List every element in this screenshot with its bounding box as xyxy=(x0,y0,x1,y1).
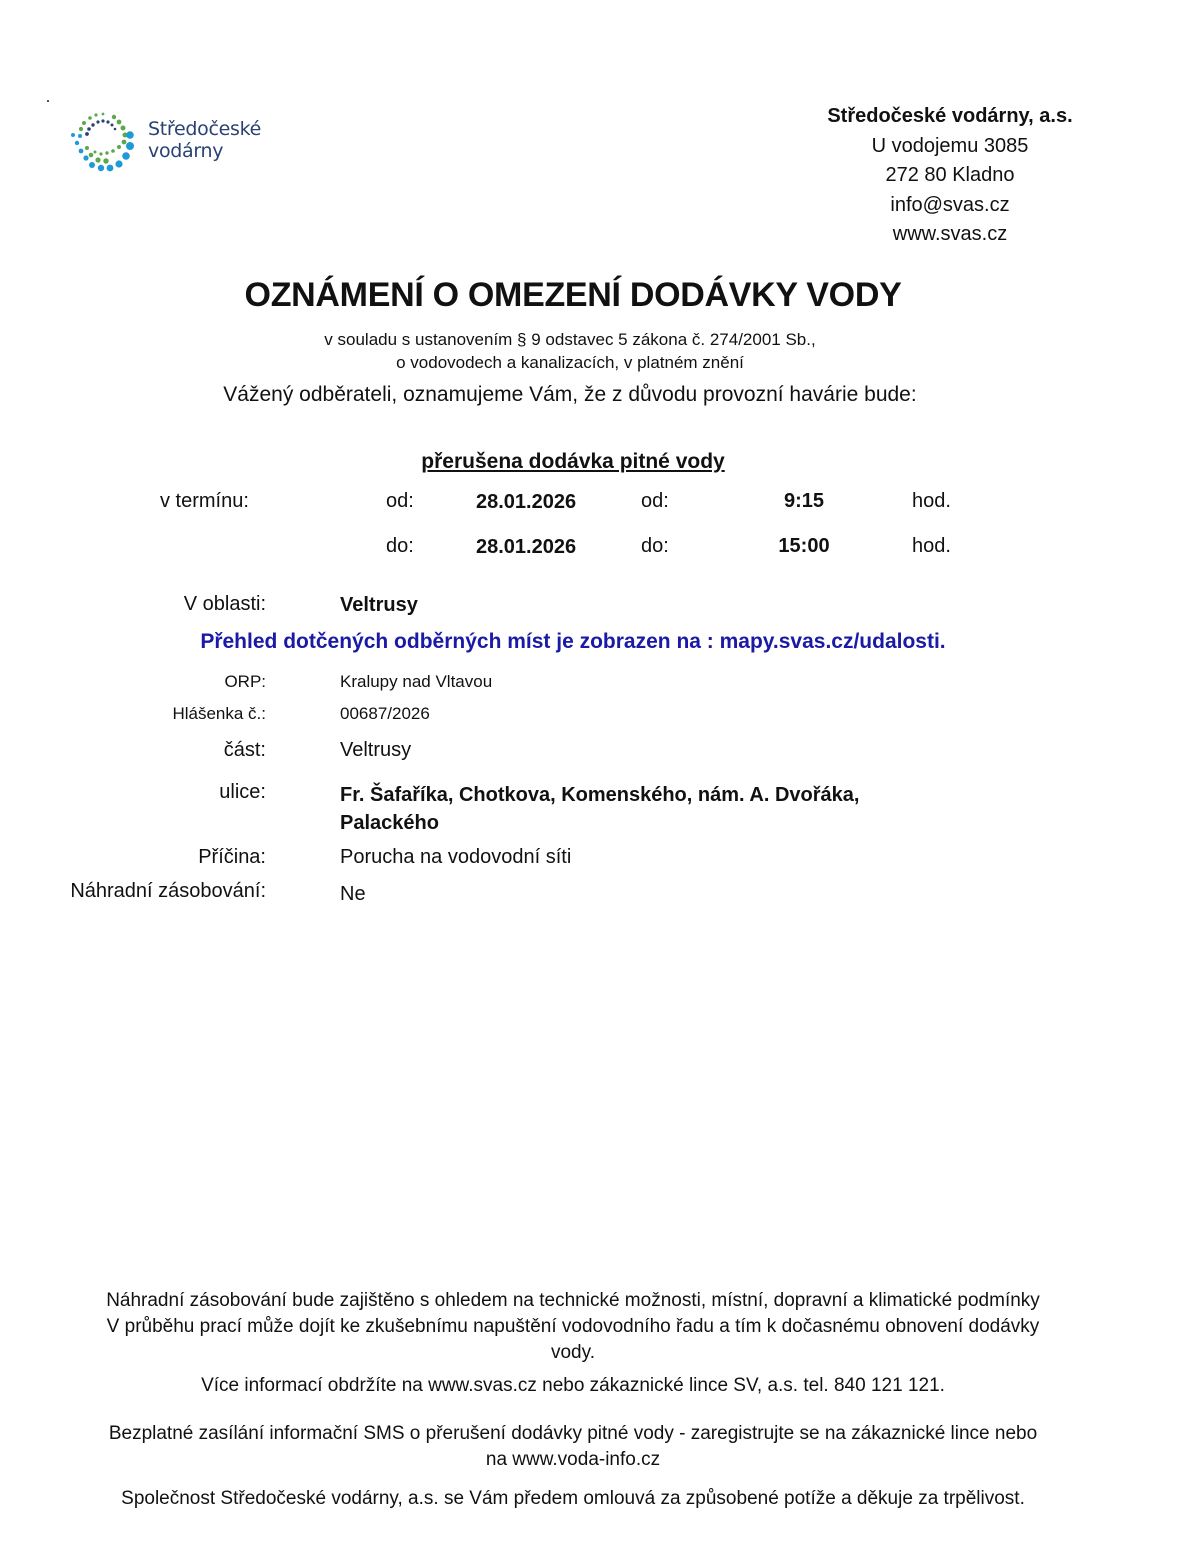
footer-apology: Společnost Středočeské vodárny, a.s. se Vám předem omlouvá za způsobené potíže a děkuje za trpělivost. xyxy=(121,1488,1025,1509)
affected-places-link[interactable]: Přehled dotčených odběrných míst je zobrazen na : mapy.svas.cz/udalosti. xyxy=(200,630,946,653)
legal-line-1: v souladu s ustanovením § 9 odstavec 5 zákona č. 274/2001 Sb., xyxy=(324,330,816,349)
from-date: 28.01.2026 xyxy=(476,491,577,513)
cause-label: Příčina: xyxy=(198,846,266,868)
address-email[interactable]: info@svas.cz xyxy=(890,193,1010,216)
to-time: 15:00 xyxy=(778,535,830,557)
company-logo xyxy=(68,108,278,178)
address-city: 272 80 Kladno xyxy=(885,164,1015,186)
footer-line: Bezplatné zasílání informační SMS o přerušení dodávky pitné vody - zaregistrujte se na zákaznické lince nebo xyxy=(108,1423,1038,1444)
streets-line-2: Palackého xyxy=(340,812,439,834)
term-label: v termínu: xyxy=(160,490,249,512)
part-value: Veltrusy xyxy=(340,739,412,761)
dotted-circle-logo-icon xyxy=(68,108,138,178)
to-time-label: do: xyxy=(641,535,669,557)
logo-wordmark xyxy=(148,118,261,162)
part-label: část: xyxy=(223,739,266,761)
orp-value: Kralupy nad Vltavou xyxy=(340,672,493,691)
address-street: U vodojemu 3085 xyxy=(871,134,1029,157)
from-time-label: od: xyxy=(641,490,669,512)
footer-more-info: Více informací obdržíte na www.svas.cz nebo zákaznické lince SV, a.s. tel. 840 121 121. xyxy=(201,1375,945,1396)
legal-basis xyxy=(0,328,1140,374)
address-web[interactable]: www.svas.cz xyxy=(892,223,1008,245)
interruption-heading: přerušena dodávka pitné vody xyxy=(421,450,725,473)
company-name: Středočeské vodárny, a.s. xyxy=(827,105,1073,127)
to-date: 28.01.2026 xyxy=(476,536,577,558)
streets-label: ulice: xyxy=(219,781,266,803)
to-date-label: do: xyxy=(386,535,414,557)
greeting: Vážený odběrateli, oznamujeme Vám, že z důvodu provozní havárie bude: xyxy=(223,383,917,406)
area-label: V oblasti: xyxy=(183,593,266,615)
replacement-label: Náhradní zásobování: xyxy=(70,880,266,902)
from-time: 9:15 xyxy=(783,490,825,512)
to-unit: hod. xyxy=(912,535,951,557)
from-unit: hod. xyxy=(912,490,951,512)
footer-line: Náhradní zásobování bude zajištěno s ohledem na technické možnosti, místní, dopravní a klimatické podmínky xyxy=(106,1290,1040,1311)
logo-line-2: vodárny xyxy=(148,140,224,162)
replacement-value: Ne xyxy=(340,883,366,905)
company-address xyxy=(780,102,1120,250)
footer-line: na www.voda-info.cz xyxy=(485,1449,661,1470)
footer-line: vody. xyxy=(550,1342,595,1363)
from-date-label: od: xyxy=(386,490,414,512)
legal-line-2: o vodovodech a kanalizacích, v platném znění xyxy=(396,353,744,372)
stray-dot xyxy=(47,100,49,102)
footer-sms-info xyxy=(30,1421,1116,1473)
orp-label: ORP: xyxy=(224,672,266,691)
footer-line: V průběhu prací může dojít ke zkušebnímu napuštění vodovodního řadu a tím k dočasnému obnovení dodávky xyxy=(106,1316,1040,1337)
area-value: Veltrusy xyxy=(340,594,418,616)
logo-line-1: Středočeské xyxy=(148,118,262,140)
report-value: 00687/2026 xyxy=(340,704,430,723)
report-label: Hlášenka č.: xyxy=(172,704,266,723)
cause-value: Porucha na vodovodní síti xyxy=(340,846,572,868)
notice-title: OZNÁMENÍ O OMEZENÍ DODÁVKY VODY xyxy=(244,276,902,314)
streets-line-1: Fr. Šafaříka, Chotkova, Komenského, nám. A. Dvořáka, xyxy=(340,784,860,806)
streets-value xyxy=(340,781,859,837)
footer-replacement-note xyxy=(30,1288,1116,1366)
